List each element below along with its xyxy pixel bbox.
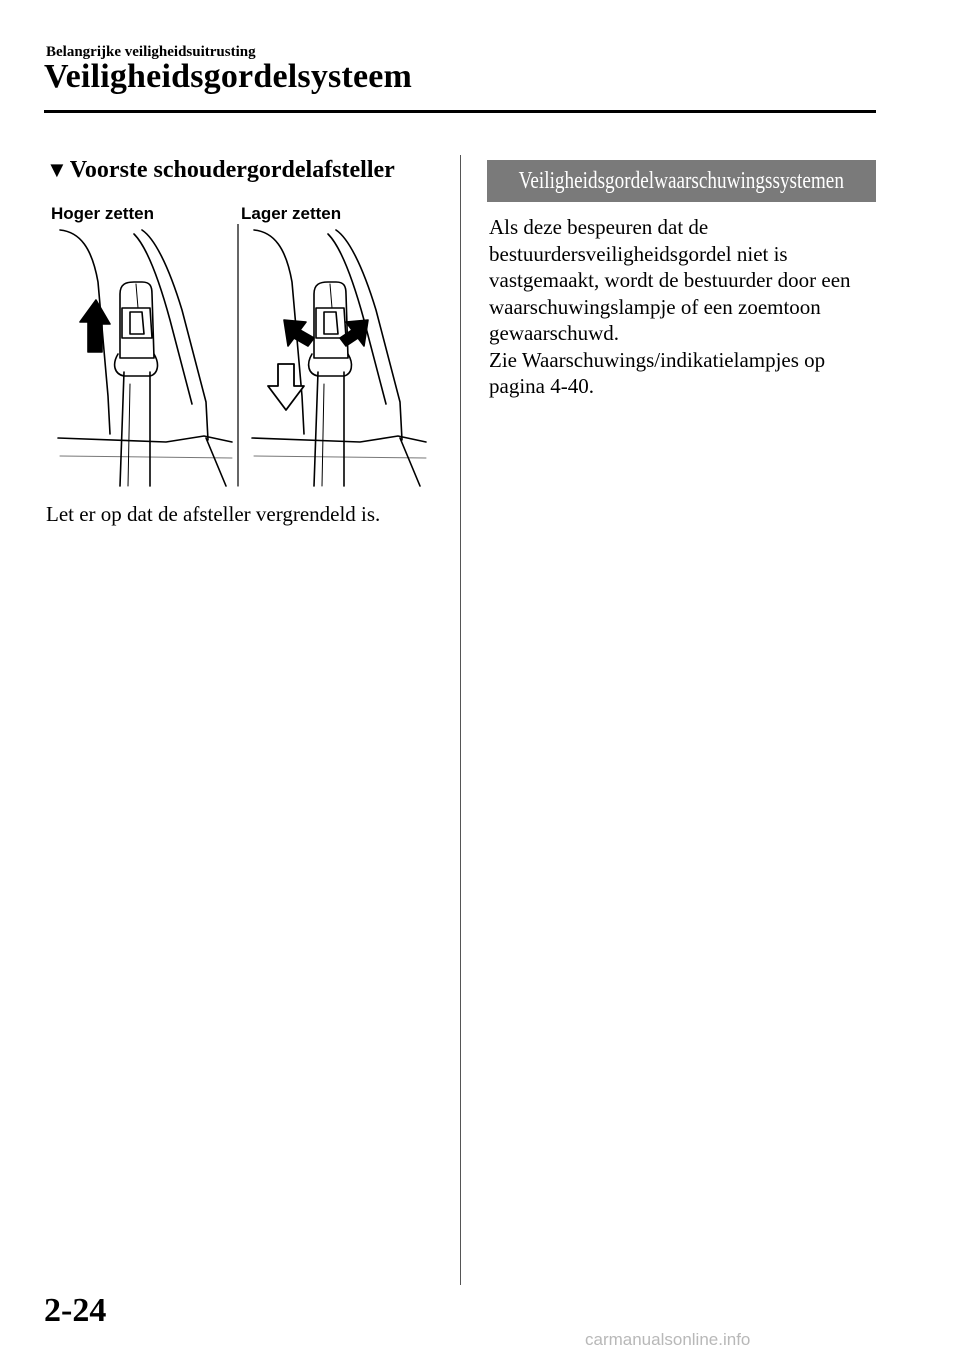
label-lower: Lager zetten [241, 204, 342, 223]
title-rule [44, 110, 876, 113]
section-heading-text: Voorste schoudergordelafsteller [69, 157, 395, 183]
watermark-text: carmanualsonline.info [585, 1330, 751, 1349]
illustration-caption: Let er op dat de afsteller vergrendeld is. [46, 502, 381, 526]
page-number: 2-24 [44, 1292, 107, 1329]
cross-reference: Zie Waarschuwings/indikatielampjes op pagina 4-40. [489, 347, 826, 398]
section-banner-text: Veiligheidsgordelwaarschuwingssystemen [518, 167, 845, 194]
section-banner [487, 160, 876, 202]
shoulder-belt-adjuster-illustration [46, 224, 436, 490]
page-title: Veiligheidsgordelsysteem [44, 58, 413, 95]
section-heading [46, 157, 395, 184]
label-raise: Hoger zetten [51, 204, 154, 223]
panel-raise [58, 230, 232, 486]
triangle-marker-icon: ▼ [46, 157, 68, 182]
breadcrumb: Belangrijke veiligheidsuitrusting [46, 44, 256, 60]
column-divider [460, 155, 461, 1285]
panel-lower [252, 230, 426, 486]
body-paragraph: Als deze bespeuren dat de bestuurdersveiligheidsgordel niet is vastgemaakt, wordt de bestuurder door een waarschuwingslampje of een zoemtoon gewaarschuwd. [489, 215, 851, 345]
body-text [489, 214, 869, 400]
